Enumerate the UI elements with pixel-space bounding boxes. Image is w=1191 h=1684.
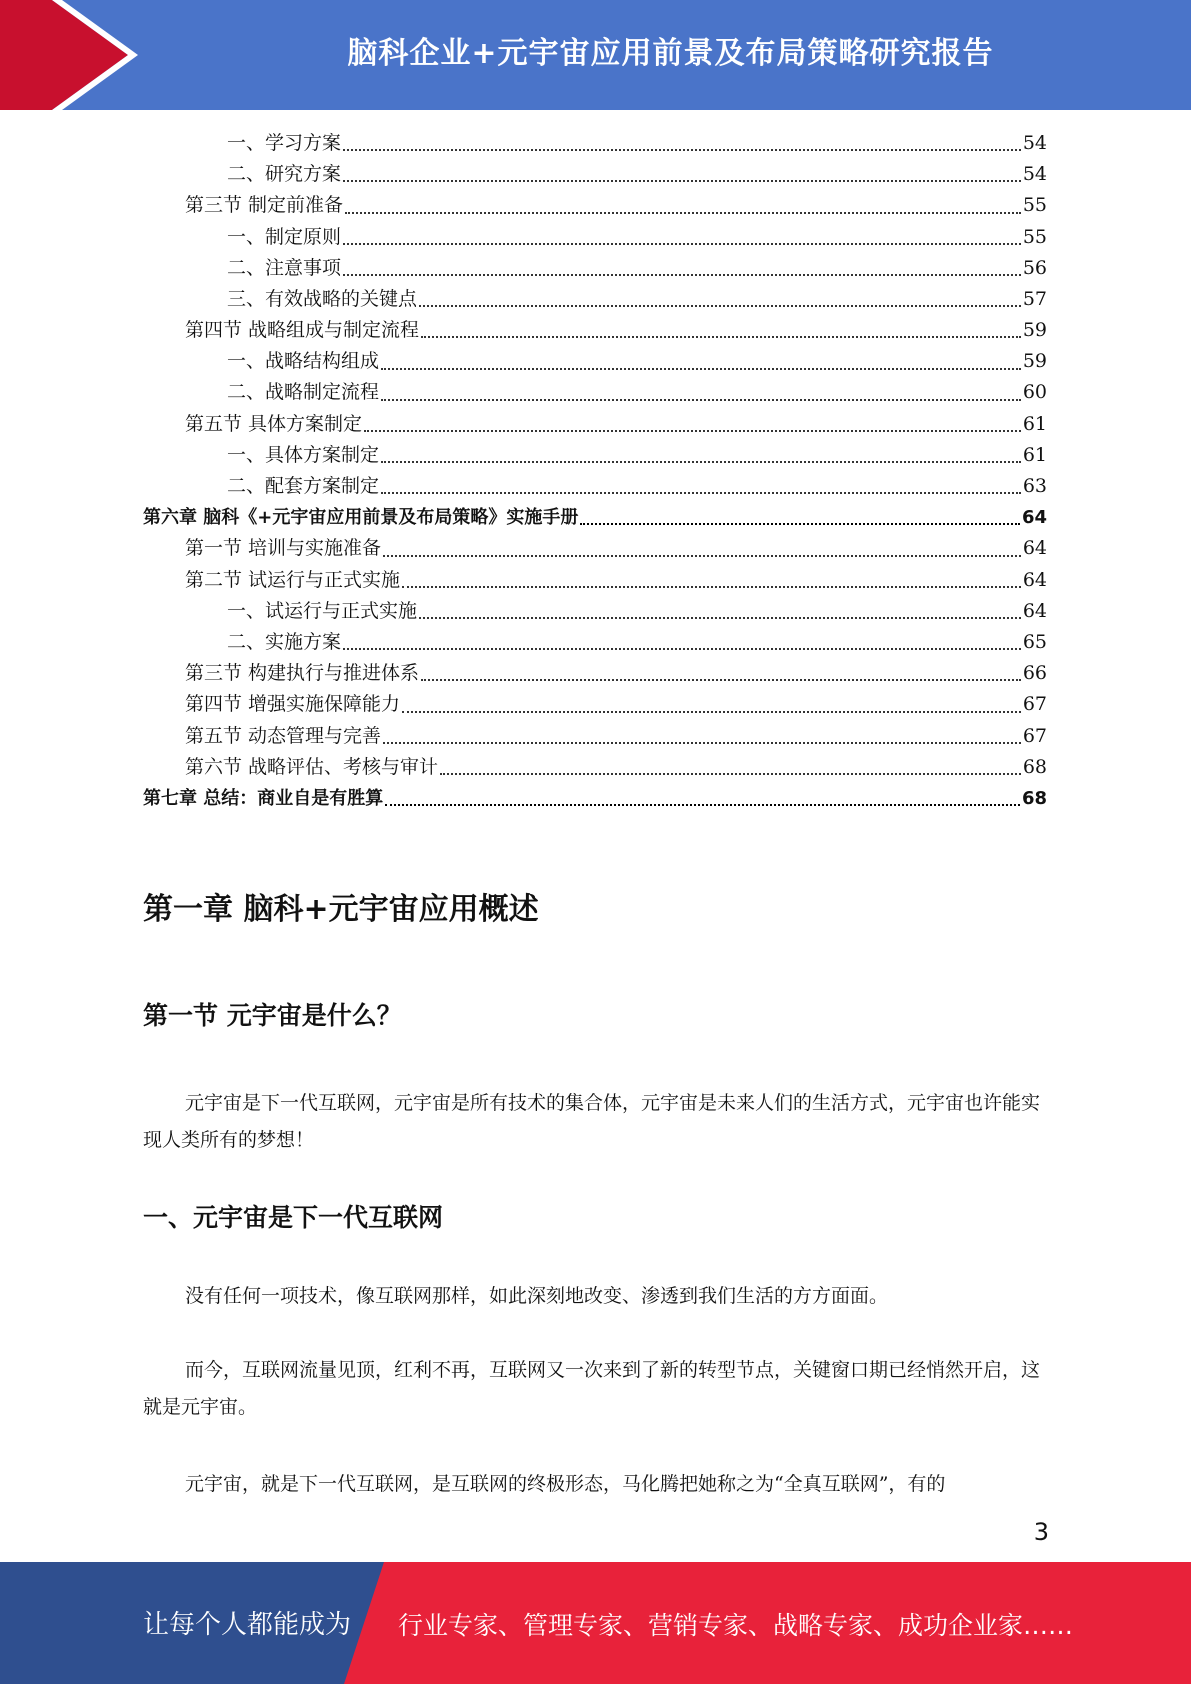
toc-dot-leader <box>402 586 1021 588</box>
toc-entry-page: 64 <box>1022 537 1047 560</box>
toc-dot-leader <box>364 430 1021 432</box>
toc-entry-page: 68 <box>1021 787 1047 809</box>
toc-entry-page: 55 <box>1022 194 1047 217</box>
toc-entry[interactable] <box>143 222 1047 253</box>
toc-entry[interactable] <box>143 315 1047 346</box>
toc-dot-leader <box>343 149 1021 151</box>
toc-entry-page: 59 <box>1022 319 1047 342</box>
chapter-title: 第一章 脑科+元宇宙应用概述 <box>143 892 539 927</box>
toc-dot-leader <box>343 243 1021 245</box>
section-title: 第一节 元宇宙是什么？ <box>143 1001 402 1030</box>
toc-dot-leader <box>383 742 1021 744</box>
toc-entry-label: 第四节 战略组成与制定流程 <box>185 319 420 342</box>
toc-entry-page: 61 <box>1022 443 1047 466</box>
toc-dot-leader <box>343 648 1021 650</box>
toc-entry[interactable] <box>143 159 1047 190</box>
toc-entry-page: 56 <box>1022 256 1047 279</box>
toc-entry-page: 68 <box>1022 755 1047 778</box>
toc-entry-label: 二、实施方案 <box>227 630 342 653</box>
toc-entry-label: 第六章 脑科《+元宇宙应用前景及布局策略》实施手册 <box>143 507 579 529</box>
toc-entry-label: 一、试运行与正式实施 <box>227 599 418 622</box>
toc-entry[interactable] <box>143 689 1047 720</box>
toc-entry-page: 65 <box>1022 630 1047 653</box>
toc-entry-page: 64 <box>1022 599 1047 622</box>
toc-entry-label: 二、战略制定流程 <box>227 381 380 404</box>
toc-entry[interactable] <box>143 378 1047 409</box>
toc-entry-page: 64 <box>1021 507 1047 529</box>
page-footer <box>0 1562 1191 1684</box>
toc-entry[interactable] <box>143 565 1047 596</box>
toc-entry[interactable] <box>143 128 1047 159</box>
toc-entry-label: 第三节 制定前准备 <box>185 194 344 217</box>
toc-entry[interactable] <box>143 783 1047 814</box>
toc-entry-label: 二、注意事项 <box>227 256 342 279</box>
toc-entry-page: 66 <box>1022 662 1047 685</box>
toc-entry[interactable] <box>143 284 1047 315</box>
toc-entry[interactable] <box>143 190 1047 221</box>
toc-entry[interactable] <box>143 533 1047 564</box>
toc-entry[interactable] <box>143 253 1047 284</box>
toc-entry-label: 第六节 战略评估、考核与审计 <box>185 755 439 778</box>
toc-entry-label: 一、战略结构组成 <box>227 350 380 373</box>
toc-dot-leader <box>345 212 1021 214</box>
toc-dot-leader <box>381 461 1021 463</box>
page-header <box>0 0 1191 110</box>
toc-entry[interactable] <box>143 471 1047 502</box>
toc-entry-page: 54 <box>1022 131 1047 154</box>
toc-entry-label: 一、具体方案制定 <box>227 443 380 466</box>
toc-dot-leader <box>383 555 1021 557</box>
toc-entry-page: 61 <box>1022 412 1047 435</box>
paragraph: 没有任何一项技术，像互联网那样，如此深刻地改变、渗透到我们生活的方方面面。 <box>185 1285 889 1307</box>
toc-entry[interactable] <box>143 346 1047 377</box>
footer-slogan-left: 让每个人都能成为 <box>143 1610 352 1640</box>
toc-entry-page: 54 <box>1022 163 1047 186</box>
toc-entry[interactable] <box>143 658 1047 689</box>
paragraph: 而今，互联网流量见顶，红利不再，互联网又一次来到了新的转型节点，关键窗口期已经悄然开启，这就是元宇宙。 <box>143 1359 1041 1418</box>
toc-entry[interactable] <box>143 721 1047 752</box>
toc-entry-page: 67 <box>1022 693 1047 716</box>
toc-dot-leader <box>419 305 1021 307</box>
toc-dot-leader <box>419 617 1021 619</box>
toc-entry[interactable] <box>143 409 1047 440</box>
toc-entry-label: 第四节 增强实施保障能力 <box>185 693 401 716</box>
toc-entry-page: 67 <box>1022 724 1047 747</box>
toc-entry-label: 一、学习方案 <box>227 131 342 154</box>
toc-entry-label: 第七章 总结：商业自是有胜算 <box>143 787 384 809</box>
subsection-title: 一、元宇宙是下一代互联网 <box>143 1203 444 1232</box>
toc-entry-page: 59 <box>1022 350 1047 373</box>
toc-dot-leader <box>440 773 1021 775</box>
toc-entry-label: 第二节 试运行与正式实施 <box>185 568 401 591</box>
toc-entry-page: 57 <box>1022 287 1047 310</box>
toc-entry-label: 一、制定原则 <box>227 225 342 248</box>
toc-entry-label: 第五节 动态管理与完善 <box>185 724 382 747</box>
toc-entry-page: 64 <box>1022 568 1047 591</box>
toc-dot-leader <box>402 711 1021 713</box>
toc-entry-page: 55 <box>1022 225 1047 248</box>
toc-dot-leader <box>381 492 1021 494</box>
toc-dot-leader <box>343 180 1021 182</box>
toc-dot-leader <box>580 523 1020 525</box>
report-title: 脑科企业+元宇宙应用前景及布局策略研究报告 <box>347 36 994 71</box>
toc-entry[interactable] <box>143 440 1047 471</box>
paragraph: 元宇宙，就是下一代互联网，是互联网的终极形态，马化腾把她称之为“全真互联网”，有的 <box>185 1473 946 1495</box>
toc-entry[interactable] <box>143 627 1047 658</box>
toc-dot-leader <box>385 804 1020 806</box>
toc-entry[interactable] <box>143 502 1047 533</box>
footer-slogan-right: 行业专家、管理专家、营销专家、战略专家、成功企业家…… <box>398 1611 1074 1640</box>
toc-entry-label: 二、配套方案制定 <box>227 475 380 498</box>
toc-dot-leader <box>381 368 1021 370</box>
table-of-contents <box>143 128 1047 814</box>
toc-entry-label: 第一节 培训与实施准备 <box>185 537 382 560</box>
toc-entry[interactable] <box>143 752 1047 783</box>
toc-dot-leader <box>343 274 1021 276</box>
header-chevron-decoration <box>0 0 150 110</box>
toc-dot-leader <box>381 399 1021 401</box>
toc-entry-page: 60 <box>1022 381 1047 404</box>
toc-entry[interactable] <box>143 596 1047 627</box>
toc-dot-leader <box>421 336 1021 338</box>
paragraph: 元宇宙是下一代互联网，元宇宙是所有技术的集合体，元宇宙是未来人们的生活方式，元宇宙也许能实现人类所有的梦想！ <box>143 1092 1041 1151</box>
toc-entry-label: 第五节 具体方案制定 <box>185 412 363 435</box>
toc-entry-label: 第三节 构建执行与推进体系 <box>185 662 420 685</box>
toc-dot-leader <box>421 679 1021 681</box>
toc-entry-label: 二、研究方案 <box>227 163 342 186</box>
toc-entry-label: 三、有效战略的关键点 <box>227 287 418 310</box>
page-number: 3 <box>1033 1518 1049 1546</box>
toc-entry-page: 63 <box>1022 475 1047 498</box>
